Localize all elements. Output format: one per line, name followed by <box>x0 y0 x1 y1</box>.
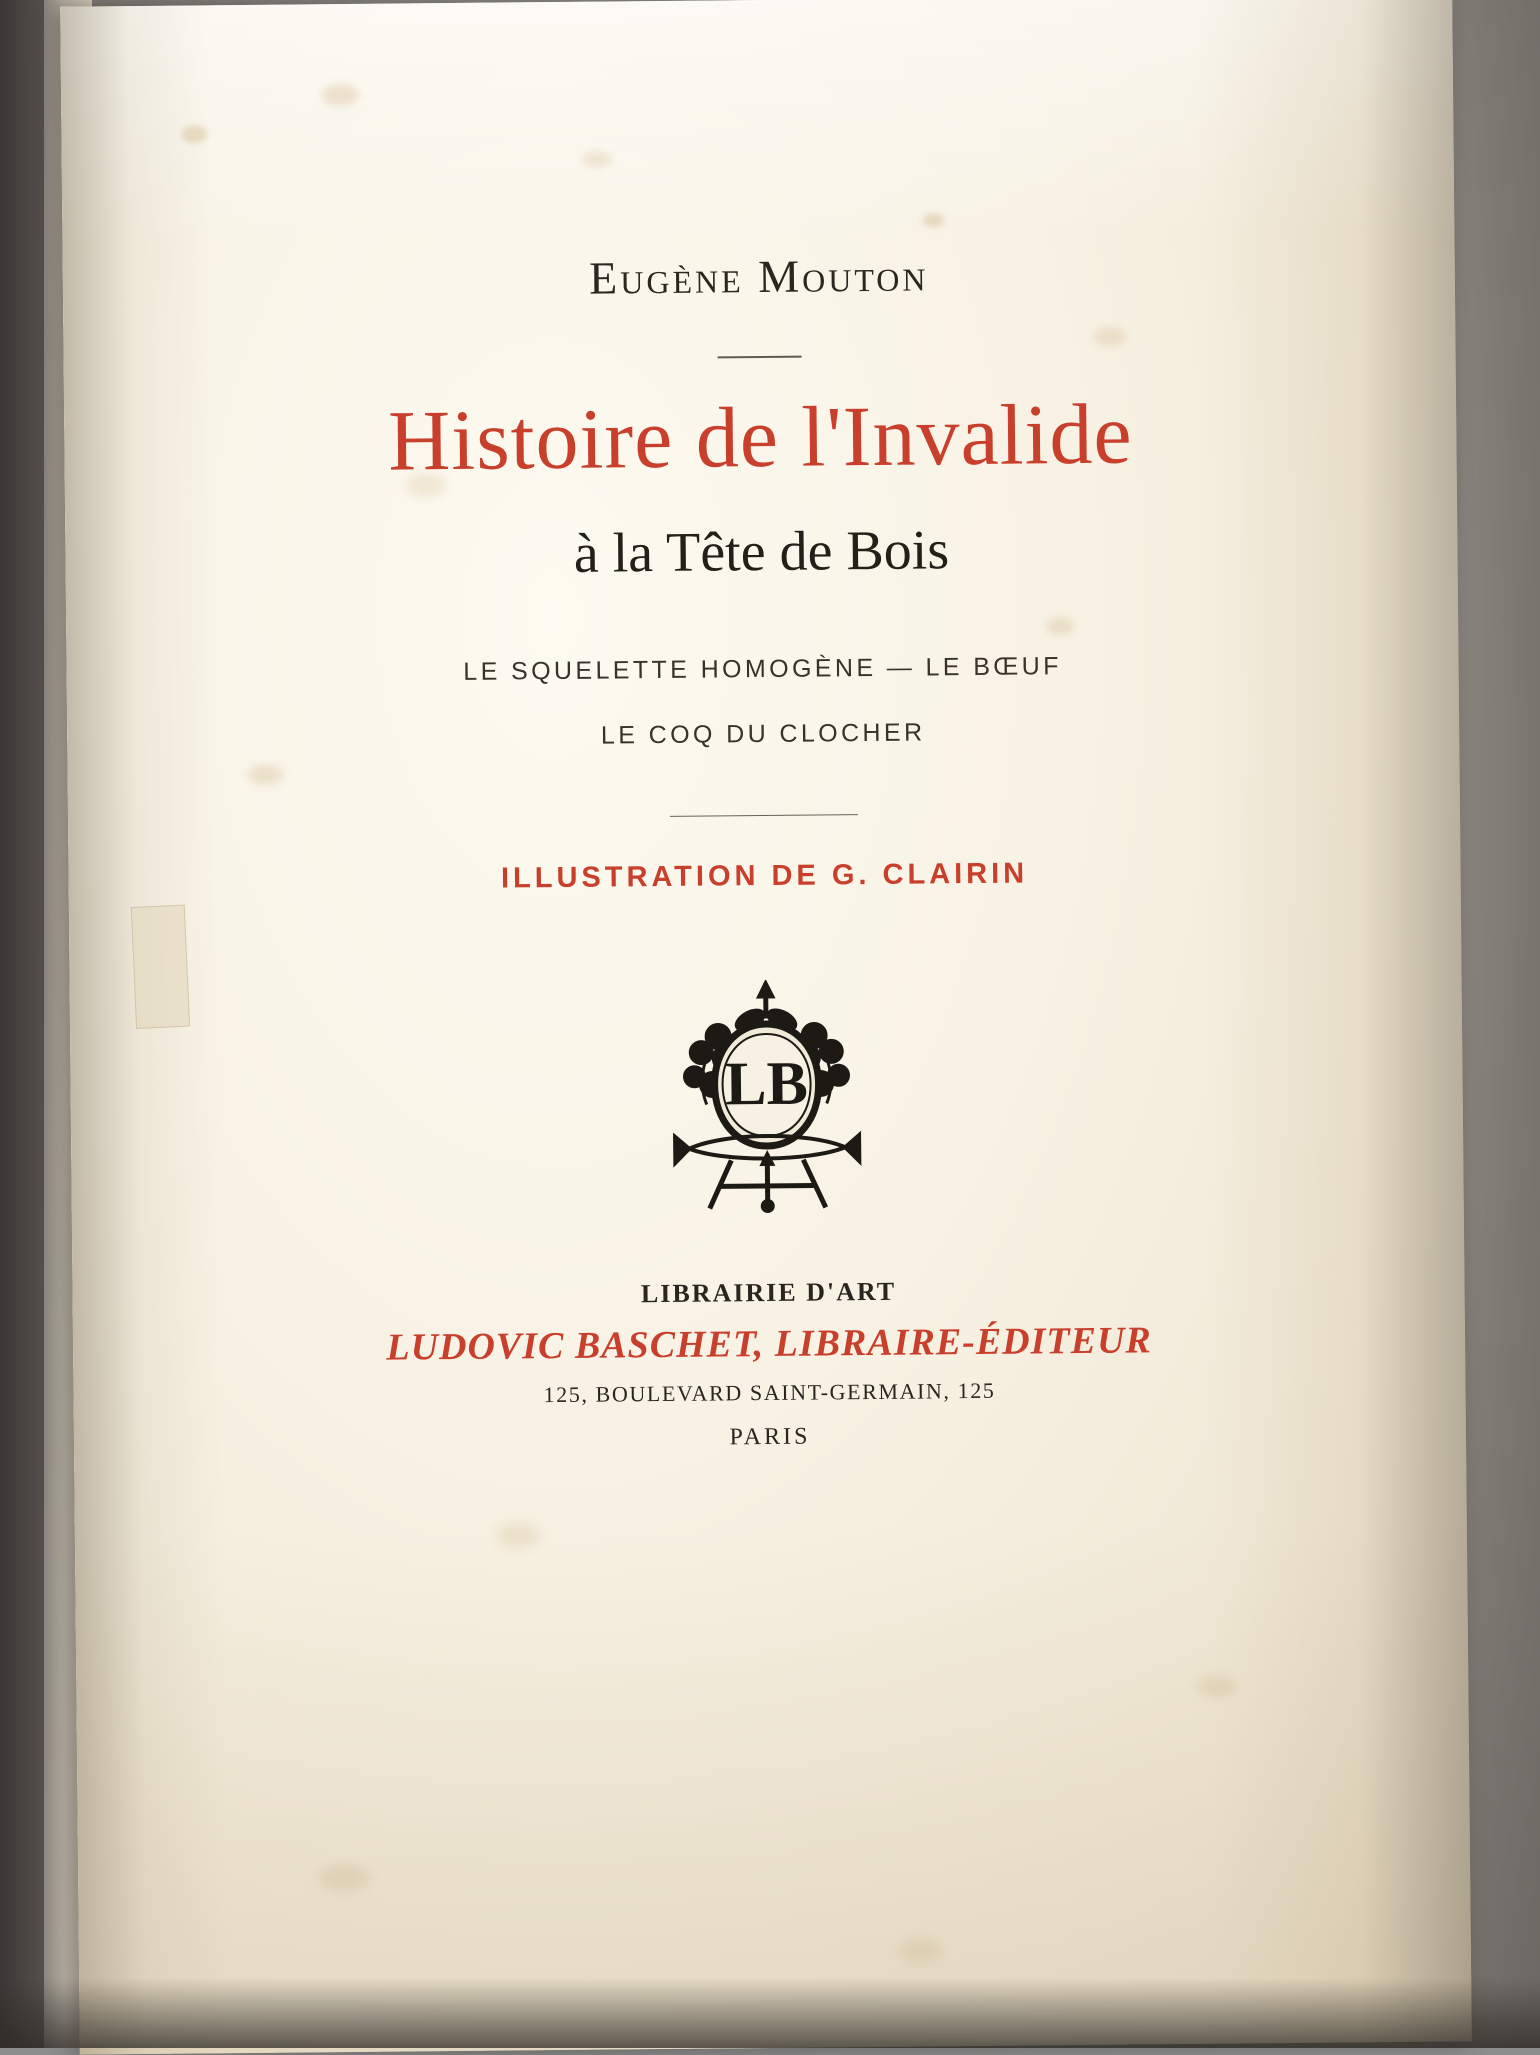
divider-rule-long <box>670 814 858 817</box>
imprint-address: 125, BOULEVARD SAINT-GERMAIN, 125 <box>73 1373 1465 1412</box>
foxing-spot <box>247 765 283 785</box>
imprint-publisher: LUDOVIC BASCHET, LIBRAIRE-ÉDITEUR <box>73 1315 1465 1372</box>
tape-remnant <box>131 905 190 1029</box>
imprint-line-1: LIBRAIRIE D'ART <box>72 1271 1464 1314</box>
title-page <box>60 0 1472 2055</box>
author-name: Eugène Mouton <box>63 243 1455 309</box>
svg-text:LB: LB <box>725 1050 808 1119</box>
contents-line-1: LE SQUELETTE HOMOGÈNE — LE BŒUF <box>66 648 1458 690</box>
book-cover-edge <box>0 0 44 2048</box>
right-edge-shadow <box>1360 0 1540 2048</box>
foxing-spot <box>1093 326 1127 346</box>
contents-line-2: LE COQ DU CLOCHER <box>67 713 1459 755</box>
publisher-device-icon <box>646 979 888 1216</box>
imprint-city: PARIS <box>74 1417 1466 1457</box>
divider-rule-short <box>718 356 802 359</box>
illustrator-credit: ILLUSTRATION DE G. CLAIRIN <box>68 853 1460 899</box>
foxing-spot <box>1046 617 1074 635</box>
book-subtitle: à la Tête de Bois <box>65 513 1458 590</box>
book-title: Histoire de l'Invalide <box>64 385 1457 489</box>
bottom-edge-shadow <box>0 1978 1540 2048</box>
